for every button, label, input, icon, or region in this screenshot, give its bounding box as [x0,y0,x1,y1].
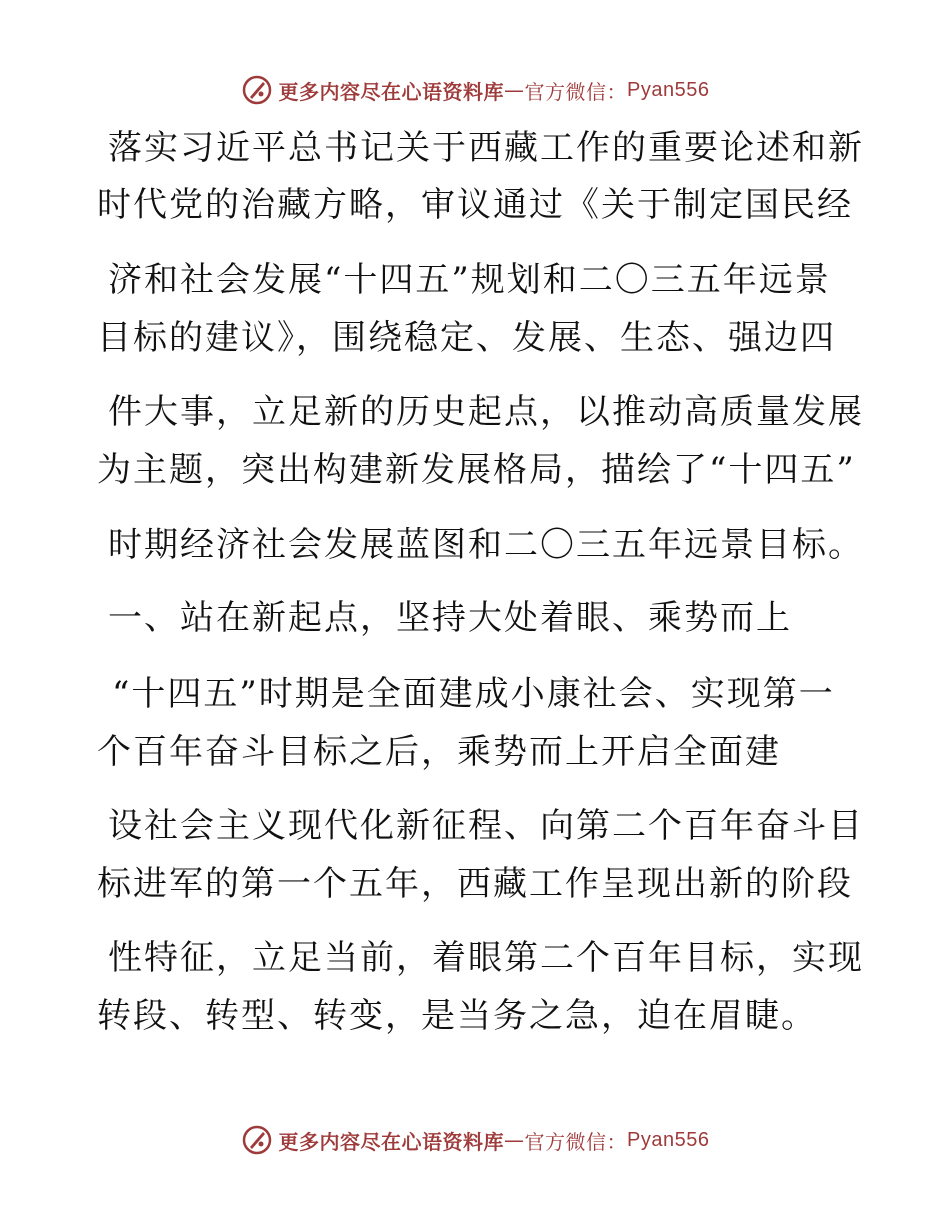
header-brand: 更多内容尽在心语资料库 [278,79,505,104]
body-line: 设社会主义现代化新征程、向第二个百年奋斗目 [108,806,864,846]
body-line: 落实习近平总书记关于西藏工作的重要论述和新 [108,128,864,168]
footer-watermark [0,1120,950,1160]
body-line: 转段、转型、转变，是当务之急，迫在眉睫。 [97,996,817,1036]
quill-logo-icon [241,1124,273,1156]
body-line: 时期经济社会发展蓝图和二〇三五年远景目标。 [108,525,864,565]
body-line: 时代党的治藏方略，审议通过《关于制定国民经 [97,185,853,225]
header-label: 官方微信： [524,79,628,104]
body-line: “十四五”时期是全面建成小康社会、实现第一 [112,674,835,714]
header-separator: — [504,78,525,102]
footer-brand: 更多内容尽在心语资料库 [278,1129,505,1154]
footer-separator: — [504,1128,525,1152]
body-line: 件大事，立足新的历史起点，以推动高质量发展 [108,392,864,432]
body-line: 目标的建议》，围绕稳定、发展、生态、强边四 [97,318,836,358]
body-line: 济和社会发展“十四五”规划和二〇三五年远景 [108,260,831,300]
header-wechat-id: Pyan556 [627,78,710,101]
footer-label: 官方微信： [524,1129,628,1154]
body-line: 标进军的第一个五年，西藏工作呈现出新的阶段 [97,864,853,904]
body-line: 个百年奋斗目标之后，乘势而上开启全面建 [97,732,781,772]
body-line: 为主题，突出构建新发展格局，描绘了“十四五” [97,450,856,490]
body-line: 性特征，立足当前，着眼第二个百年目标，实现 [108,938,864,978]
footer-wechat-id: Pyan556 [627,1128,710,1151]
section-heading: 一、站在新起点，坚持大处着眼、乘势而上 [108,598,792,638]
